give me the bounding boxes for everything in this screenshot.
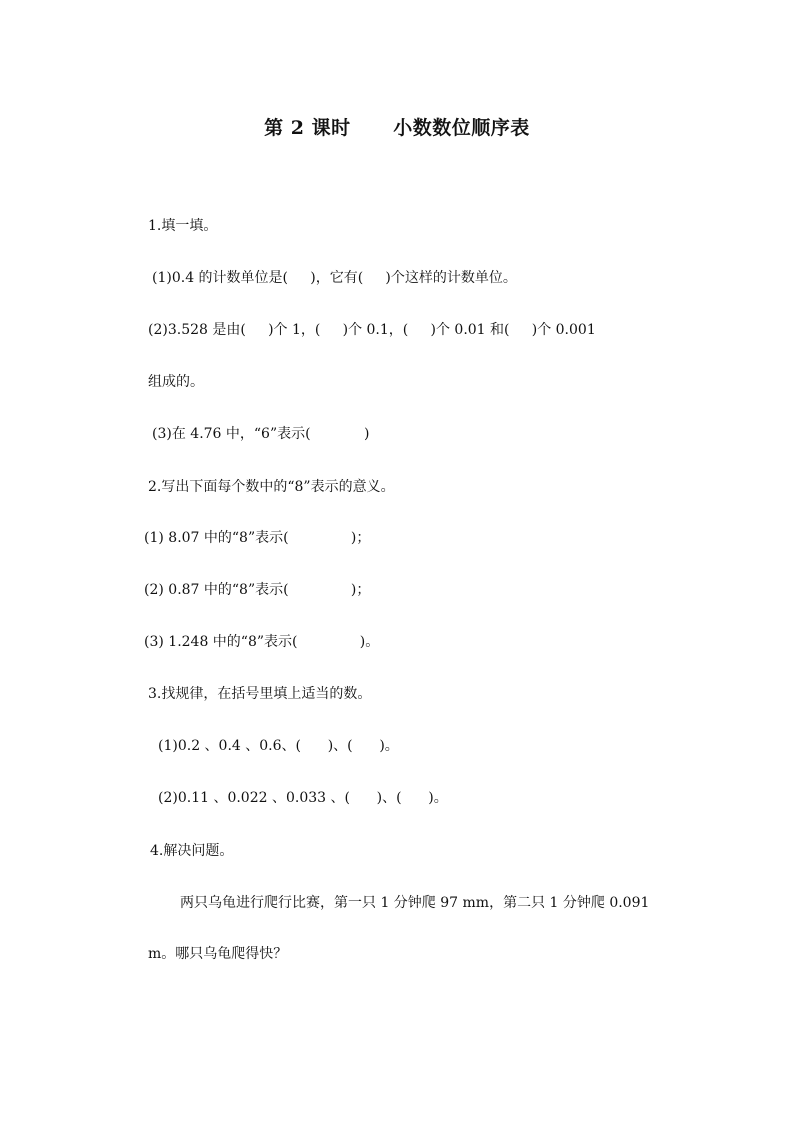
q2-item1: (1) 8.07 中的“8”表示( )； (144, 530, 371, 546)
q4-heading: 4.解决问题。 (150, 843, 234, 859)
q2-item2: (2) 0.87 中的“8”表示( )； (144, 582, 371, 598)
q3-heading: 3.找规律，在括号里填上适当的数。 (148, 686, 372, 702)
q3-item2: (2)0.11 、0.022 、0.033 、( )、( )。 (158, 790, 448, 806)
q1-item2-line2: 组成的。 (148, 374, 204, 390)
q4-problem-line2: m。哪只乌龟爬得快？ (148, 946, 288, 962)
q1-item2-line1: (2)3.528 是由( )个 1，( )个 0.1，( )个 0.01 和( )个 0.001 (148, 322, 596, 338)
q1-item3: (3)在 4.76 中，“6”表示( ) (152, 426, 370, 442)
q3-item1: (1)0.2 、0.4 、0.6、( )、( )。 (158, 738, 399, 754)
q1-heading: 1.填一填。 (148, 218, 218, 234)
q4-problem-line1: 两只乌龟进行爬行比赛，第一只 1 分钟爬 97 mm，第二只 1 分钟爬 0.091 (180, 895, 650, 911)
q2-heading: 2.写出下面每个数中的“8”表示的意义。 (148, 479, 395, 495)
page-title: 第 2 课时 小数数位顺序表 (264, 117, 530, 139)
q2-item3: (3) 1.248 中的“8”表示( )。 (144, 634, 380, 650)
q1-item1: (1)0.4 的计数单位是( )，它有( )个这样的计数单位。 (152, 270, 517, 286)
